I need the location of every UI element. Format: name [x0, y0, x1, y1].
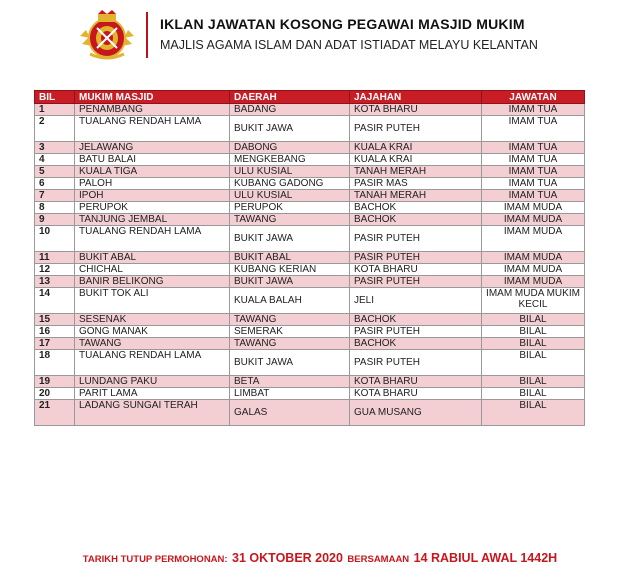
- cell-jawatan: IMAM TUA: [482, 190, 585, 202]
- cell-bil: 4: [35, 154, 75, 166]
- hijri-date: 14 RABIUL AWAL 1442H: [413, 551, 558, 565]
- page-title: IKLAN JAWATAN KOSONG PEGAWAI MASJID MUKIM: [160, 16, 525, 32]
- cell-mukim: IPOH: [75, 190, 230, 202]
- cell-bil: 20: [35, 388, 75, 400]
- cell-mukim: BATU BALAI: [75, 154, 230, 166]
- cell-jawatan: IMAM TUA: [482, 154, 585, 166]
- cell-mukim: KUALA TIGA: [75, 166, 230, 178]
- cell-bil: 18: [35, 350, 75, 376]
- cell-jajahan: BACHOK: [350, 202, 482, 214]
- cell-daerah: ULU KUSIAL: [230, 190, 350, 202]
- table-row: [35, 388, 585, 400]
- cell-bil: 9: [35, 214, 75, 226]
- cell-daerah: KUBANG KERIAN: [230, 264, 350, 276]
- cell-jajahan: KOTA BHARU: [350, 104, 482, 116]
- table-row: [35, 350, 585, 376]
- table-row: [35, 276, 585, 288]
- cell-jawatan: IMAM TUA: [482, 142, 585, 154]
- cell-jawatan: IMAM MUDA: [482, 214, 585, 226]
- table-row: [35, 376, 585, 388]
- cell-daerah: PERUPOK: [230, 202, 350, 214]
- table-row: [35, 252, 585, 264]
- cell-daerah: TAWANG: [230, 214, 350, 226]
- cell-bil: 2: [35, 116, 75, 142]
- cell-daerah: DABONG: [230, 142, 350, 154]
- page-subtitle: MAJLIS AGAMA ISLAM DAN ADAT ISTIADAT MELAYU KELANTAN: [160, 38, 538, 52]
- header-divider: [146, 12, 148, 58]
- col-header-daerah: DAERAH: [230, 91, 350, 104]
- cell-jawatan: IMAM TUA: [482, 178, 585, 190]
- cell-jawatan: IMAM MUDA MUKIM KECIL: [482, 288, 585, 314]
- table-row: [35, 178, 585, 190]
- cell-bil: 3: [35, 142, 75, 154]
- table-row: [35, 166, 585, 178]
- cell-mukim: SESENAK: [75, 314, 230, 326]
- cell-bil: 5: [35, 166, 75, 178]
- cell-bil: 21: [35, 400, 75, 426]
- cell-jajahan: TANAH MERAH: [350, 190, 482, 202]
- table-row: [35, 400, 585, 426]
- cell-mukim: PERUPOK: [75, 202, 230, 214]
- table-row: [35, 154, 585, 166]
- cell-bil: 11: [35, 252, 75, 264]
- cell-mukim: TAWANG: [75, 338, 230, 350]
- cell-jajahan: TANAH MERAH: [350, 166, 482, 178]
- cell-jawatan: IMAM MUDA: [482, 252, 585, 264]
- cell-mukim: JELAWANG: [75, 142, 230, 154]
- cell-bil: 13: [35, 276, 75, 288]
- col-header-bil: BIL: [35, 91, 75, 104]
- cell-daerah: LIMBAT: [230, 388, 350, 400]
- cell-mukim: PENAMBANG: [75, 104, 230, 116]
- cell-daerah: BADANG: [230, 104, 350, 116]
- cell-jawatan: BILAL: [482, 400, 585, 426]
- cell-mukim: BUKIT TOK ALI: [75, 288, 230, 314]
- table-row: [35, 264, 585, 276]
- kelantan-crest-icon: [78, 10, 136, 60]
- cell-jawatan: BILAL: [482, 350, 585, 376]
- cell-mukim: TUALANG RENDAH LAMA: [75, 116, 230, 142]
- cell-bil: 8: [35, 202, 75, 214]
- table-row: [35, 288, 585, 314]
- col-header-jajahan: JAJAHAN: [350, 91, 482, 104]
- cell-bil: 17: [35, 338, 75, 350]
- cell-daerah: KUBANG GADONG: [230, 178, 350, 190]
- cell-daerah: BETA: [230, 376, 350, 388]
- cell-mukim: TUALANG RENDAH LAMA: [75, 350, 230, 376]
- vacancy-table: [34, 90, 585, 426]
- cell-bil: 12: [35, 264, 75, 276]
- cell-mukim: TUALANG RENDAH LAMA: [75, 226, 230, 252]
- cell-jawatan: IMAM MUDA: [482, 264, 585, 276]
- cell-jawatan: IMAM TUA: [482, 166, 585, 178]
- cell-daerah: SEMERAK: [230, 326, 350, 338]
- table-row: [35, 116, 585, 142]
- cell-jajahan: PASIR PUTEH: [350, 350, 482, 376]
- table-row: [35, 104, 585, 116]
- cell-jajahan: PASIR PUTEH: [350, 252, 482, 264]
- cell-jajahan: PASIR PUTEH: [350, 276, 482, 288]
- table-row: [35, 314, 585, 326]
- cell-jawatan: IMAM TUA: [482, 116, 585, 142]
- col-header-jawatan: JAWATAN: [482, 91, 585, 104]
- cell-jajahan: KOTA BHARU: [350, 388, 482, 400]
- cell-jajahan: PASIR PUTEH: [350, 326, 482, 338]
- cell-bil: 7: [35, 190, 75, 202]
- cell-mukim: CHICHAL: [75, 264, 230, 276]
- cell-mukim: GONG MANAK: [75, 326, 230, 338]
- cell-mukim: BANIR BELIKONG: [75, 276, 230, 288]
- cell-daerah: TAWANG: [230, 314, 350, 326]
- cell-jajahan: BACHOK: [350, 338, 482, 350]
- cell-mukim: BUKIT ABAL: [75, 252, 230, 264]
- cell-daerah: BUKIT ABAL: [230, 252, 350, 264]
- cell-jajahan: KOTA BHARU: [350, 264, 482, 276]
- cell-bil: 14: [35, 288, 75, 314]
- cell-mukim: PARIT LAMA: [75, 388, 230, 400]
- table-row: [35, 202, 585, 214]
- cell-daerah: TAWANG: [230, 338, 350, 350]
- table-row: [35, 214, 585, 226]
- table-header-row: [35, 91, 585, 104]
- cell-mukim: LUNDANG PAKU: [75, 376, 230, 388]
- cell-jajahan: KUALA KRAI: [350, 142, 482, 154]
- cell-jawatan: BILAL: [482, 338, 585, 350]
- cell-bil: 1: [35, 104, 75, 116]
- cell-daerah: BUKIT JAWA: [230, 276, 350, 288]
- cell-bil: 6: [35, 178, 75, 190]
- cell-daerah: KUALA BALAH: [230, 288, 350, 314]
- table-row: [35, 226, 585, 252]
- table-row: [35, 190, 585, 202]
- col-header-mukim: MUKIM MASJID: [75, 91, 230, 104]
- cell-bil: 19: [35, 376, 75, 388]
- cell-jawatan: BILAL: [482, 388, 585, 400]
- cell-jawatan: IMAM MUDA: [482, 202, 585, 214]
- cell-daerah: MENGKEBANG: [230, 154, 350, 166]
- table-row: [35, 338, 585, 350]
- cell-jajahan: KOTA BHARU: [350, 376, 482, 388]
- cell-bil: 10: [35, 226, 75, 252]
- cell-jajahan: PASIR PUTEH: [350, 226, 482, 252]
- cell-daerah: BUKIT JAWA: [230, 116, 350, 142]
- cell-mukim: TANJUNG JEMBAL: [75, 214, 230, 226]
- cell-jajahan: PASIR PUTEH: [350, 116, 482, 142]
- cell-daerah: GALAS: [230, 400, 350, 426]
- cell-mukim: PALOH: [75, 178, 230, 190]
- cell-jawatan: IMAM MUDA: [482, 226, 585, 252]
- cell-jajahan: BACHOK: [350, 214, 482, 226]
- table-row: [35, 326, 585, 338]
- closing-date-label: TARIKH TUTUP PERMOHONAN:: [82, 554, 228, 565]
- cell-mukim: LADANG SUNGAI TERAH: [75, 400, 230, 426]
- cell-bil: 16: [35, 326, 75, 338]
- cell-jajahan: BACHOK: [350, 314, 482, 326]
- cell-daerah: BUKIT JAWA: [230, 350, 350, 376]
- cell-jajahan: GUA MUSANG: [350, 400, 482, 426]
- cell-daerah: ULU KUSIAL: [230, 166, 350, 178]
- table-row: [35, 142, 585, 154]
- cell-daerah: BUKIT JAWA: [230, 226, 350, 252]
- cell-jajahan: KUALA KRAI: [350, 154, 482, 166]
- closing-date-note: [0, 549, 640, 567]
- cell-jawatan: BILAL: [482, 326, 585, 338]
- cell-bil: 15: [35, 314, 75, 326]
- cell-jajahan: PASIR MAS: [350, 178, 482, 190]
- cell-jawatan: BILAL: [482, 376, 585, 388]
- closing-date: 31 OKTOBER 2020: [232, 551, 343, 565]
- cell-jawatan: IMAM MUDA: [482, 276, 585, 288]
- cell-jawatan: IMAM TUA: [482, 104, 585, 116]
- cell-jawatan: BILAL: [482, 314, 585, 326]
- cell-jajahan: JELI: [350, 288, 482, 314]
- equivalent-label: BERSAMAAN: [347, 554, 410, 565]
